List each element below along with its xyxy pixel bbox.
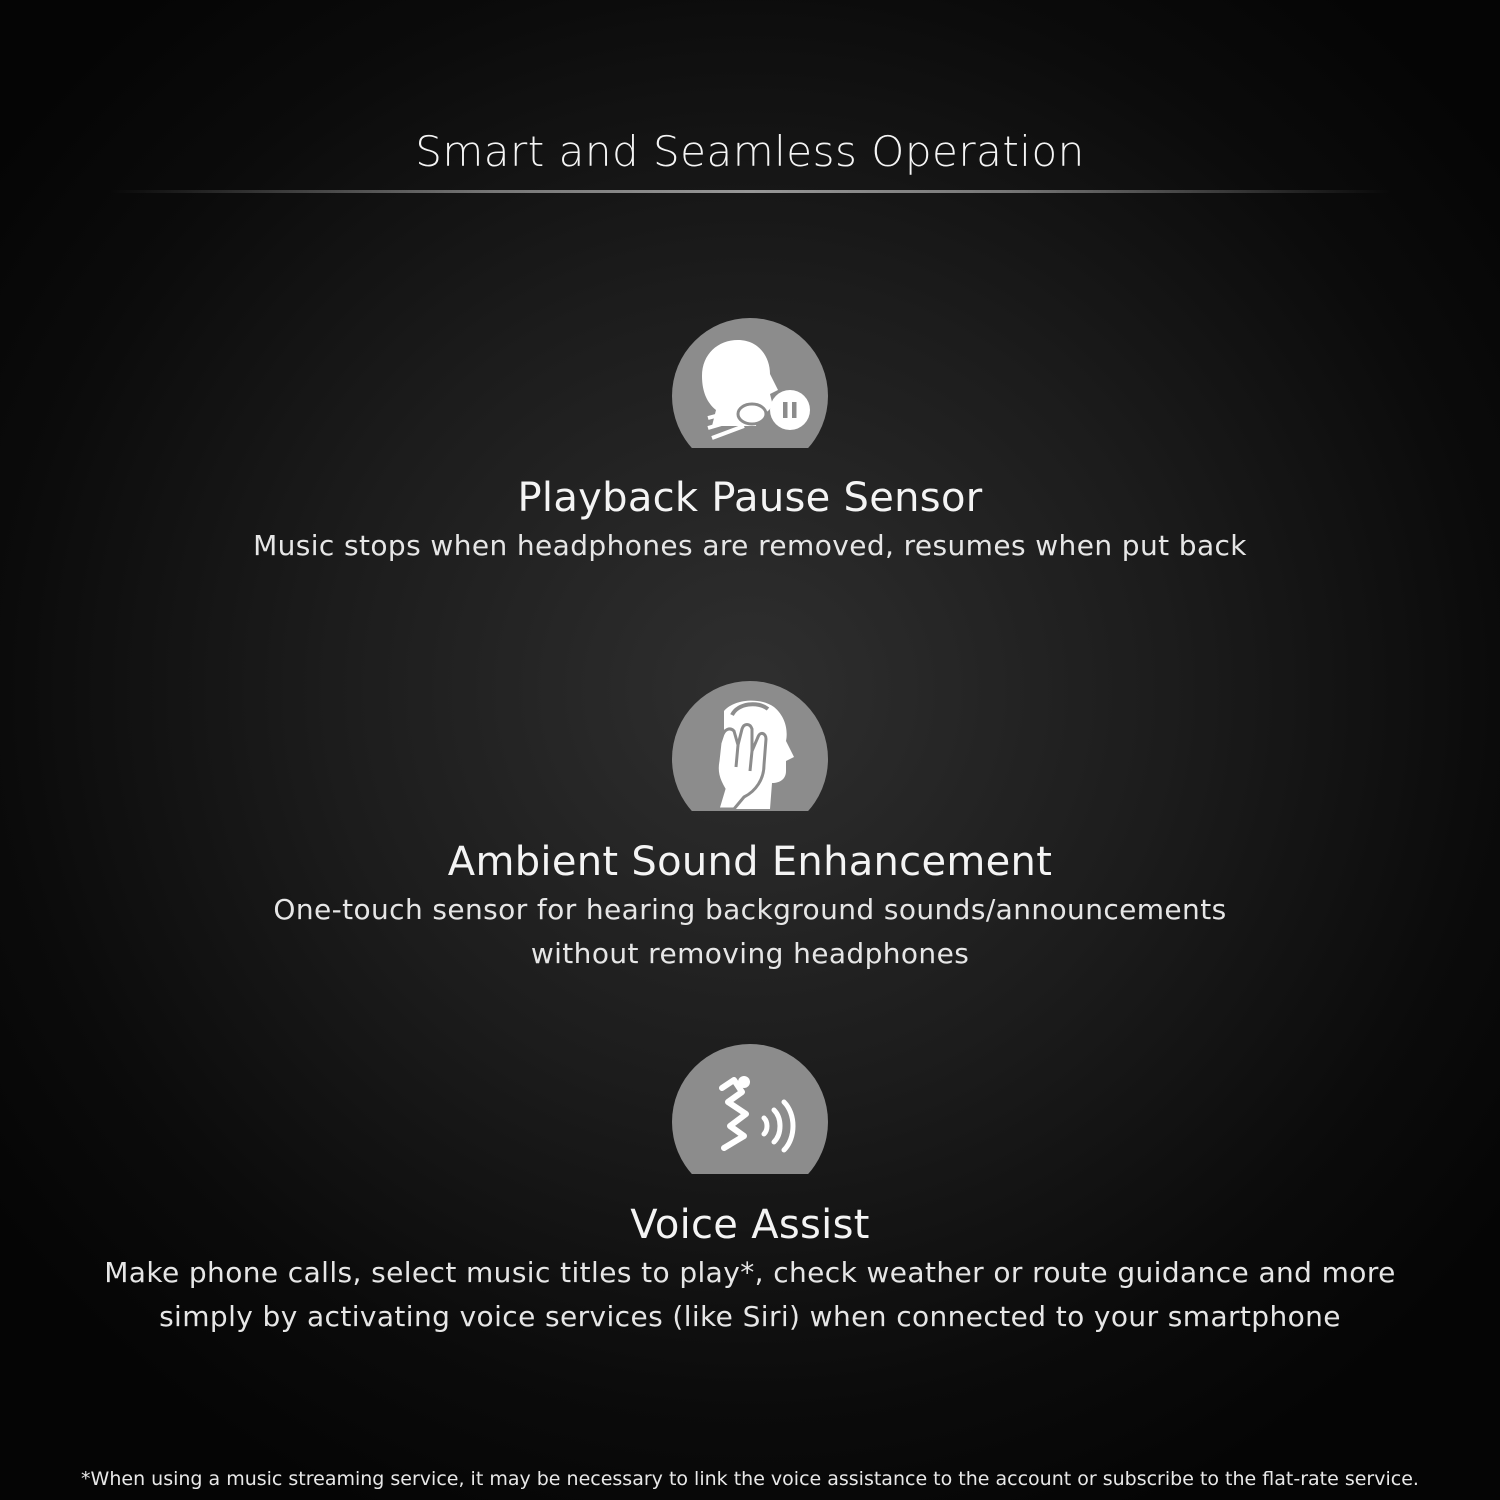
head-pause-sensor-icon <box>672 318 828 448</box>
footnote: *When using a music streaming service, it may be necessary to link the voice assistance to the account or subscribe to the flat-rate service. <box>81 1468 1419 1490</box>
feature-title-voice-assist: Voice Assist <box>630 1202 870 1248</box>
feature-title-playback-pause: Playback Pause Sensor <box>517 475 983 521</box>
feature-description-voice-assist-line-2: simply by activating voice services (like Siri) when connected to your smartphone <box>159 1300 1341 1333</box>
feature-description-playback-pause: Music stops when headphones are removed, resumes when put back <box>253 529 1247 562</box>
feature-description-ambient-sound-line-1: One-touch sensor for hearing background sounds/announcements <box>273 893 1227 926</box>
feature-description-ambient-sound-line-2: without removing headphones <box>530 937 970 970</box>
hand-on-headphone-icon <box>672 681 828 811</box>
feature-description-voice-assist-line-1: Make phone calls, select music titles to play*, check weather or route guidance and more <box>104 1256 1396 1289</box>
page-title: Smart and Seamless Operation <box>415 127 1085 176</box>
title-divider <box>110 190 1390 193</box>
feature-title-ambient-sound: Ambient Sound Enhancement <box>447 839 1053 885</box>
voice-assist-icon <box>672 1044 828 1174</box>
